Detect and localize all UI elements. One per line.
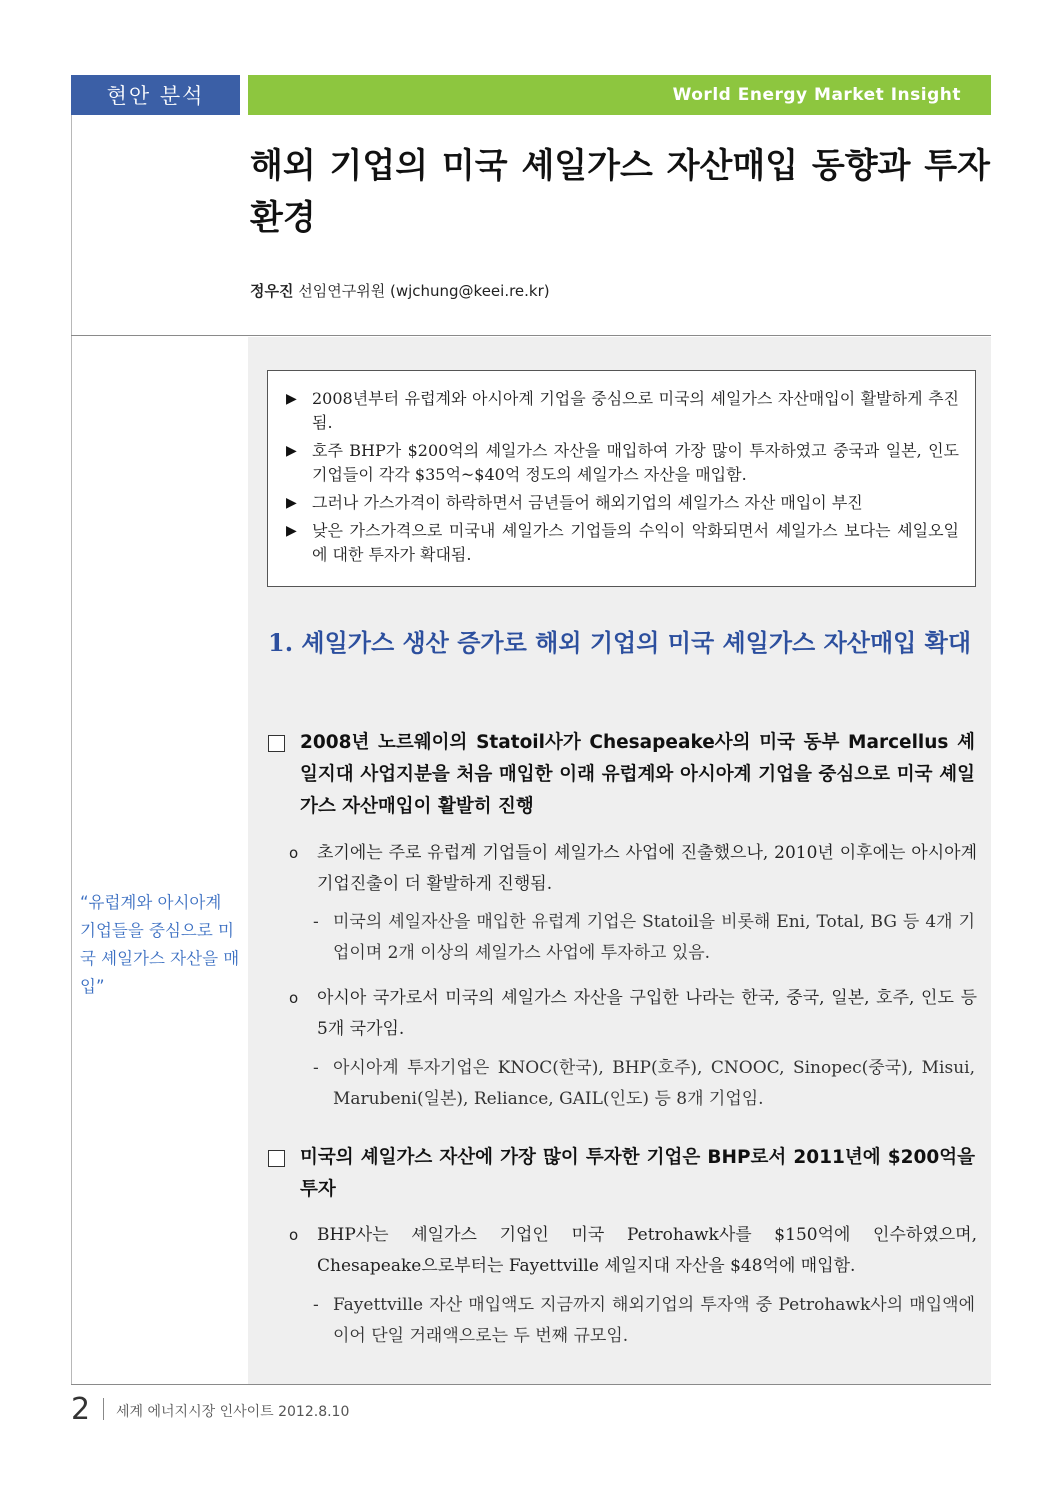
checkbox-item <box>268 727 975 823</box>
author-name: 정우진 <box>250 282 294 300</box>
checkbox-item-text: 미국의 셰일가스 자산에 가장 많이 투자한 기업은 BHP로서 2011년에 $200억을 투자 <box>300 1147 975 1200</box>
circle-point-text: 아시아 국가로서 미국의 셰일가스 자산을 구입한 나라는 한국, 중국, 일본, 호주, 인도 등 5개 국가임. <box>317 988 977 1039</box>
summary-box <box>267 370 976 587</box>
dash-point-text: 아시아계 투자기업은 KNOC(한국), BHP(호주), CNOOC, Sinopec(중국), Misui, Marubeni(일본), Reliance, GAIL(인도) 등 8개 기업임. <box>333 1058 975 1109</box>
dash-bullet-icon: - <box>313 912 319 932</box>
triangle-bullet-icon: ▶ <box>286 495 297 511</box>
circle-point <box>289 1220 977 1282</box>
triangle-bullet-icon: ▶ <box>286 523 297 539</box>
circle-bullet-icon: o <box>289 844 299 862</box>
left-margin-rule <box>71 115 72 1385</box>
checkbox-item <box>268 1142 975 1206</box>
dash-bullet-icon: - <box>313 1295 319 1315</box>
circle-point <box>289 983 977 1045</box>
triangle-bullet-icon: ▶ <box>286 391 297 407</box>
summary-item <box>286 491 959 515</box>
author-title: 선임연구위원 (wjchung@keei.re.kr) <box>298 282 550 300</box>
summary-item <box>286 387 959 435</box>
circle-bullet-icon: o <box>289 1226 299 1244</box>
triangle-bullet-icon: ▶ <box>286 443 297 459</box>
dash-bullet-icon: - <box>313 1058 319 1078</box>
publication-footer: 세계 에너지시장 인사이트 2012.8.10 <box>116 1404 350 1420</box>
section-heading: 1. 셰일가스 생산 증가로 해외 기업의 미국 셰일가스 자산매입 확대 <box>268 628 972 657</box>
footer-divider <box>71 1384 991 1385</box>
header-divider <box>71 335 991 336</box>
magazine-name-band <box>248 75 991 115</box>
summary-text: 호주 BHP가 $200억의 셰일가스 자산을 매입하여 가장 많이 투자하였고 중국과 일본, 인도 기업들이 각각 $35억~$40억 정도의 셰일가스 자산을 매입함. <box>312 441 959 484</box>
circle-point-text: BHP사는 셰일가스 기업인 미국 Petrohawk사를 $150억에 인수하였으며, Chesapeake으로부터는 Fayettville 셰일지대 자산을 $48억에 매입함. <box>317 1225 977 1276</box>
circle-bullet-icon: o <box>289 989 299 1007</box>
dash-point <box>313 907 975 969</box>
summary-text: 그러나 가스가격이 하락하면서 금년들어 해외기업의 셰일가스 자산 매입이 부진 <box>312 493 863 512</box>
summary-list <box>286 387 959 567</box>
section-tab: 현안 분석 <box>71 75 240 115</box>
square-bullet-icon <box>268 735 285 752</box>
checkbox-item-text: 2008년 노르웨이의 Statoil사가 Chesapeake사의 미국 동부 Marcellus 셰일지대 사업지분을 처음 매입한 이래 유럽계와 아시아계 기업을 중심으로 미국 셰일가스 자산매입이 활발히 진행 <box>300 732 975 817</box>
article-title: 해외 기업의 미국 셰일가스 자산매입 동향과 투자 환경 <box>250 146 990 238</box>
dash-point <box>313 1290 975 1352</box>
summary-text: 2008년부터 유럽계와 아시아계 기업을 중심으로 미국의 셰일가스 자산매입이 활발하게 추진됨. <box>312 389 959 432</box>
dash-point-text: 미국의 셰일자산을 매입한 유럽계 기업은 Statoil을 비롯해 Eni, Total, BG 등 4개 기업이며 2개 이상의 셰일가스 사업에 투자하고 있음. <box>333 912 975 963</box>
dash-point <box>313 1053 975 1115</box>
square-bullet-icon <box>268 1150 285 1167</box>
circle-point <box>289 838 977 900</box>
summary-item <box>286 519 959 567</box>
dash-point-text: Fayettville 자산 매입액도 지금까지 해외기업의 투자액 중 Petrohawk사의 매입액에 이어 단일 거래액으로는 두 번째 규모임. <box>333 1295 975 1346</box>
footer-separator <box>103 1398 104 1420</box>
author-line <box>250 280 550 301</box>
summary-item <box>286 439 959 487</box>
summary-text: 낮은 가스가격으로 미국내 셰일가스 기업들의 수익이 악화되면서 셰일가스 보다는 셰일오일에 대한 투자가 확대됨. <box>312 521 959 564</box>
page-number: 2 <box>71 1392 91 1427</box>
circle-point-text: 초기에는 주로 유럽계 기업들이 셰일가스 사업에 진출했으나, 2010년 이후에는 아시아계 기업진출이 더 활발하게 진행됨. <box>317 843 977 894</box>
magazine-name: World Energy Market Insight <box>672 85 961 105</box>
pull-quote: “유럽계와 아시아계 기업들을 중심으로 미국 셰일가스 자산을 매입” <box>80 893 240 996</box>
